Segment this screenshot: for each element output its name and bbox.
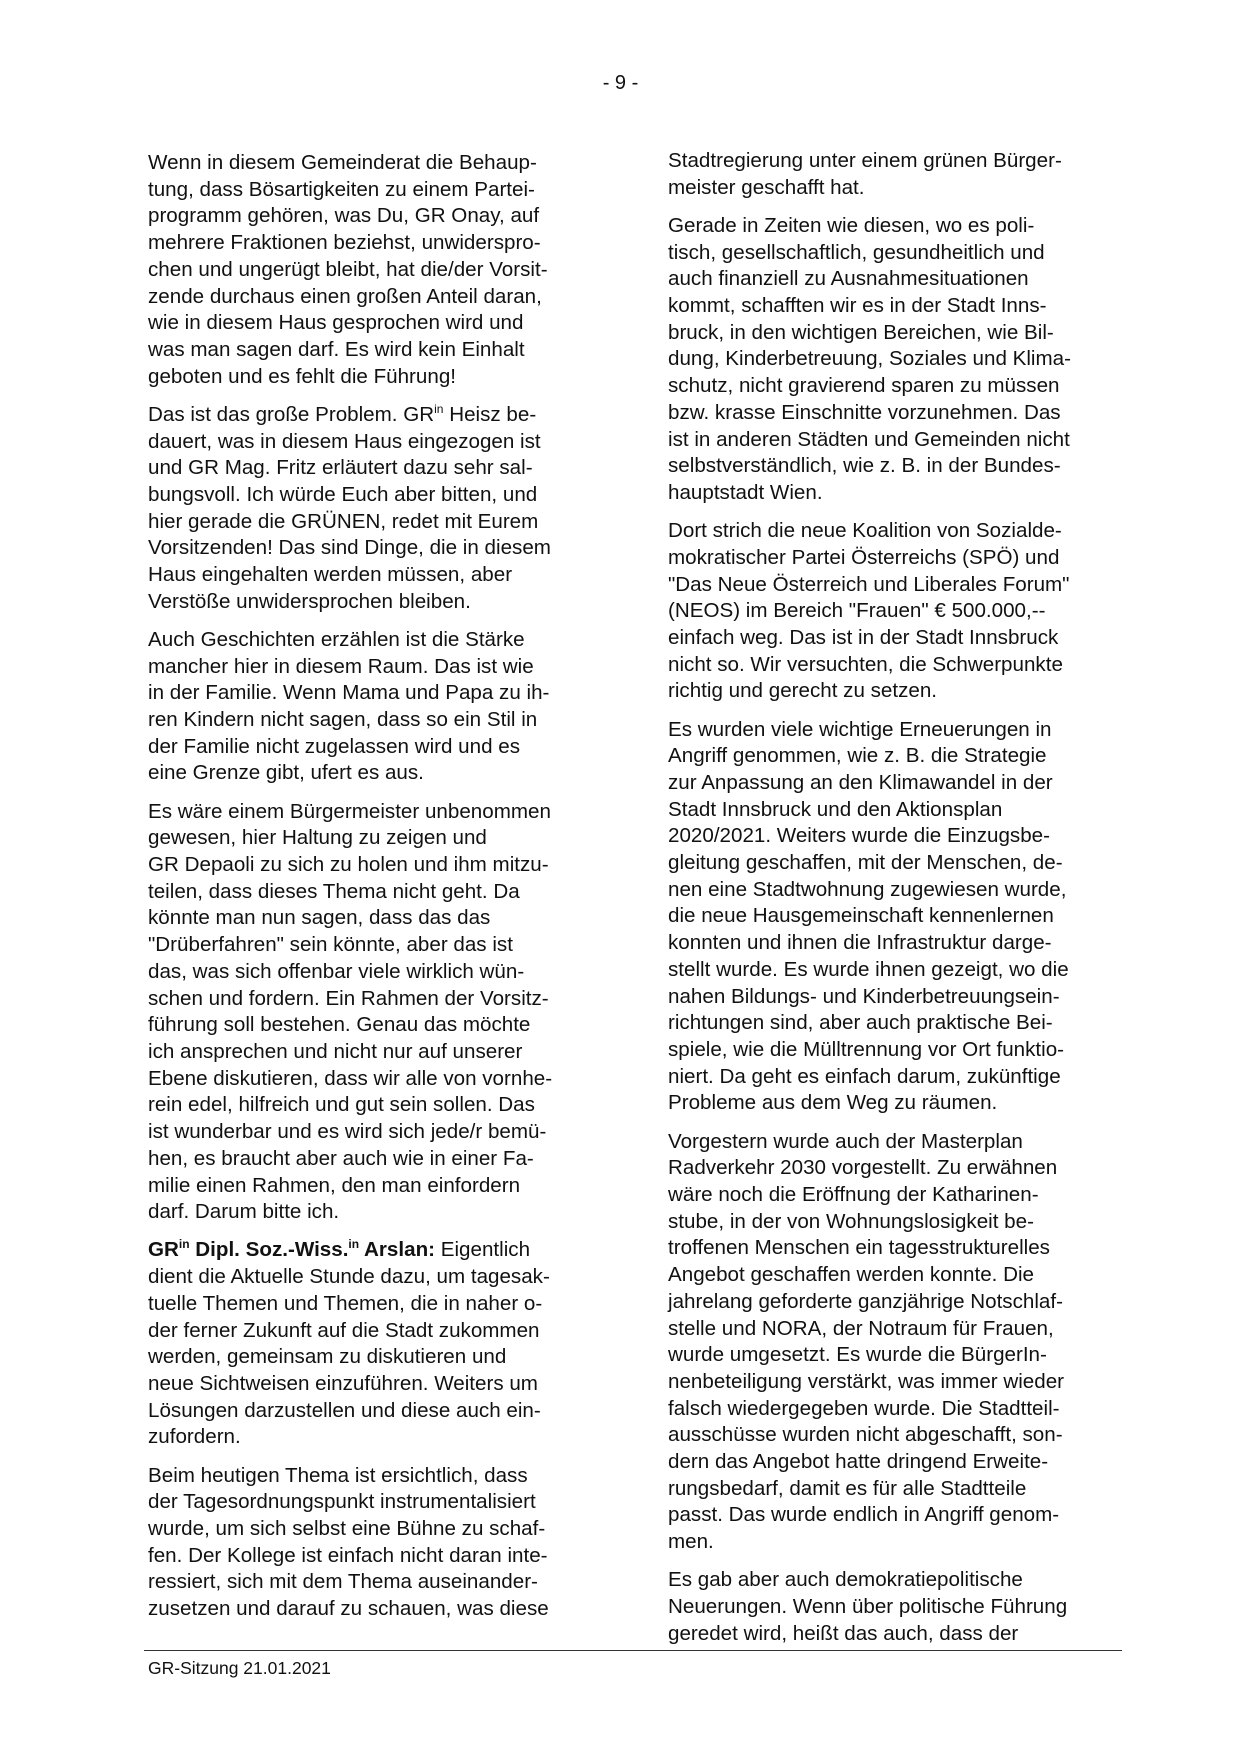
paragraph: Gerade in Zeiten wie diesen, wo es poli- tisch, gesellschaftlich, gesundheitlich und auch finanziell zu Ausnahmesituationen kommt, schafften wir es in der Stadt Inns- bruck, in den wichtigen Bereichen, wie Bil- dung, Kinderbetreuung, Soziales und Klima- schutz, nicht gravierend sparen zu müssen bzw. krasse Einschnitte vorzunehmen. Das ist in anderen Städten und Gemeinden nicht selbstverständlich, wie z. B. in der Bundes- hauptstadt Wien. [668, 213, 1071, 504]
superscript: in [434, 401, 444, 416]
left-column [148, 150, 595, 1634]
paragraph: Vorgestern wurde auch der Masterplan Radverkehr 2030 vorgestellt. Zu erwähnen wäre noch die Eröffnung der Katharinen- stube, in der von Wohnungslosigkeit be- troffenen Menschen ein tagesstrukturelles Angebot geschaffen werden konnte. Die jahrelang geforderte ganzjährige Notschlaf- stelle und NORA, der Notraum für Frauen, wurde umgesetzt. Es wurde die BürgerIn- nenbeteiligung verstärkt, was immer wieder falsch wiedergegeben wurde. Die Stadtteil- ausschüsse wurden nicht abgeschafft, son- dern das Angebot hatte dringend Erweite- rungsbedarf, damit es für alle Stadtteile passt. Das wurde endlich in Angriff genom- men. [668, 1129, 1065, 1554]
paragraph: Es wäre einem Bürgermeister unbenommen gewesen, hier Haltung zu zeigen und GR Depaoli zu sich zu holen und ihm mitzu- teilen, dass dieses Thema nicht geht. Da könnte man nun sagen, dass das das "Drüberfahren" sein könnte, aber das ist das, was sich offenbar viele wirklich wün- schen und fordern. Ein Rahmen der Vorsitz- führung soll bestehen. Genau das möchte ich ansprechen und nicht nur auf unserer Ebene diskutieren, dass wir alle von vornhe- rein edel, hilfreich und gut sein sollen. Das ist wunderbar und es wird sich jede/r bemü- hen, es braucht aber auch wie in einer Fa- milie einen Rahmen, den man einfordern darf. Darum bitte ich. [148, 799, 553, 1224]
paragraph-text: Heisz be- dauert, was in diesem Haus eingezogen ist und GR Mag. Fritz erläutert dazu sehr sal- bungsvoll. Ich würde Euch aber bitten, und hier gerade die GRÜNEN, redet mit Eurem Vorsitzenden! Das sind Dinge, die in diesem Haus eingehalten werden müssen, aber Verstöße unwidersprochen bleiben. [148, 402, 551, 613]
paragraph: Es wurden viele wichtige Erneuerungen in Angriff genommen, wie z. B. die Strategie zur Anpassung an den Klimawandel in der Stadt Innsbruck und den Aktionsplan 2020/2021. Weiters wurde die Einzugsbe- gleitung geschaffen, mit der Menschen, de- nen eine Stadtwohnung zugewiesen wurde, die neue Hausgemeinschaft kennenlernen konnten und ihnen die Infrastruktur darge- stellt wurde. Es wurde ihnen gezeigt, wo die nahen Bildungs- und Kinderbetreuungsein- richtungen sind, aber auch praktische Bei- spiele, wie die Mülltrennung vor Ort funktio- niert. Da geht es einfach darum, zukünftige Probleme aus dem Weg zu räumen. [668, 717, 1069, 1115]
speaker-surname: Arslan: [359, 1238, 436, 1262]
paragraph: Auch Geschichten erzählen ist die Stärke mancher hier in diesem Raum. Das ist wie in der Familie. Wenn Mama und Papa zu ih- ren Kindern nicht sagen, dass so ein Stil in der Familie nicht zugelassen wird und es eine Grenze gibt, ufert es aus. [148, 627, 550, 785]
page-number: - 9 - [602, 72, 639, 94]
superscript: in [178, 1237, 190, 1252]
paragraph: Dort strich die neue Koalition von Sozialde- mokratischer Partei Österreichs (SPÖ) und "Das Neue Österreich und Liberales Forum" (NEOS) im Bereich "Frauen" € 500.000,-- einfach weg. Das ist in der Stadt Innsbruck nicht so. Wir versuchten, die Schwerpunkte richtig und gerecht zu setzen. [668, 519, 1070, 703]
speaker-name [148, 1238, 435, 1261]
paragraph [148, 1237, 595, 1451]
paragraph [148, 402, 595, 616]
paragraph: Beim heutigen Thema ist ersichtlich, dass der Tagesordnungspunkt instrumentalisiert wurde, um sich selbst eine Bühne zu schaf- fen. Der Kollege ist einfach nicht daran inte- ressiert, sich mit dem Thema auseinander- zusetzen und darauf zu schauen, was diese [148, 1463, 549, 1621]
speaker-title: GR [148, 1238, 179, 1262]
paragraph-text: Das ist das große Problem. GR [148, 402, 435, 426]
speaker-degree: Dipl. Soz.-Wiss. [189, 1238, 349, 1262]
footer-text: GR-Sitzung 21.01.2021 [148, 1658, 331, 1678]
right-column [668, 148, 1115, 1659]
footer-divider [144, 1650, 1122, 1651]
paragraph: Wenn in diesem Gemeinderat die Behaup- tung, dass Bösartigkeiten zu einem Partei- programm gehören, was Du, GR Onay, auf mehrere Fraktionen beziehst, unwiderspro- chen und ungerügt bleibt, hat die/der Vorsit- zende durchaus einen großen Anteil daran, wie in diesem Haus gesprochen wird und was man sagen darf. Es wird kein Einhalt geboten und es fehlt die Führung! [148, 151, 548, 388]
superscript: in [348, 1237, 360, 1252]
paragraph-text: Eigentlich dient die Aktuelle Stunde dazu, um tagesak- tuelle Themen und Themen, die in naher o- der ferner Zukunft auf die Stadt zukommen werden, gemeinsam zu diskutieren und neue Sichtweisen einzuführen. Weiters um Lösungen darzustellen und diese auch ein- zufordern. [148, 1238, 550, 1449]
paragraph: Stadtregierung unter einem grünen Bürger- meister geschafft hat. [668, 149, 1062, 199]
paragraph: Es gab aber auch demokratiepolitische Neuerungen. Wenn über politische Führung geredet wird, heißt das auch, dass der [668, 1568, 1068, 1645]
